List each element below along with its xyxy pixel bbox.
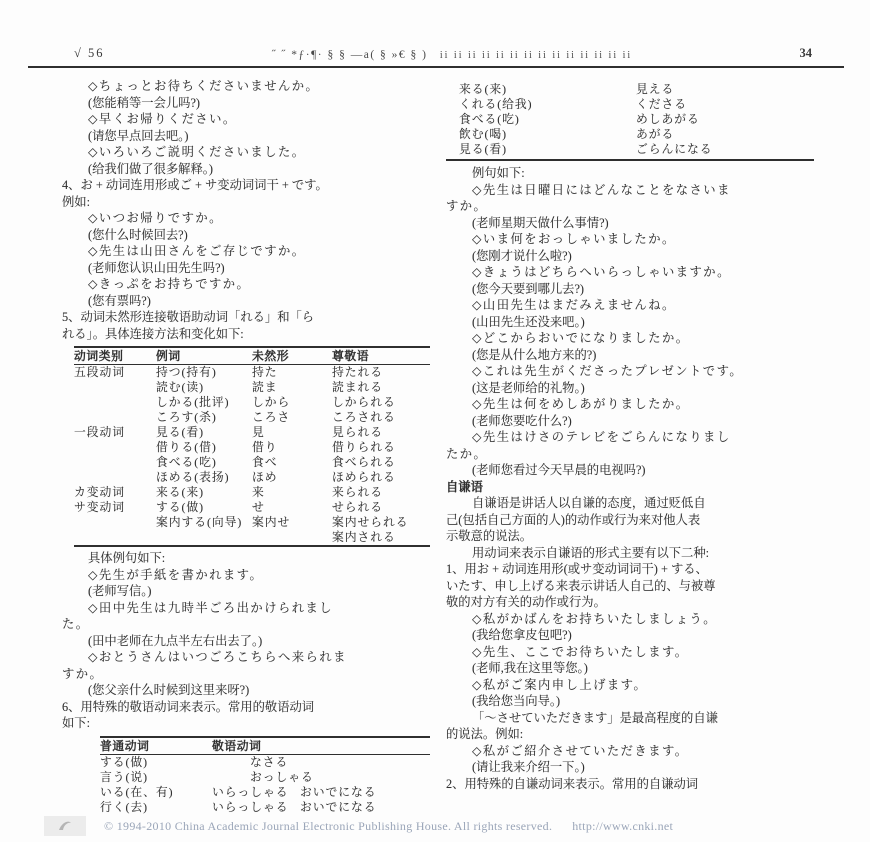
left-top-lines (62, 78, 432, 342)
table-row (100, 785, 430, 800)
table-row (74, 455, 430, 470)
table-cell: する(做) (156, 500, 204, 514)
text-line: ◇いろいろご説明くださいました。 (88, 145, 306, 159)
text-line: (田中老师在九点半左右出去了。) (88, 633, 263, 648)
table-cell: 案内せられる (332, 515, 409, 529)
text-line: ◇私がご案内申し上げます。 (472, 677, 648, 692)
text-line: ◇先生はけさのテレビをごらんになりまし (472, 430, 731, 444)
text-line: (您什么时候回去?) (88, 227, 188, 242)
text-line: (您是从什么地方来的?) (472, 347, 597, 362)
text-line: (请让我来介绍一下。) (472, 760, 585, 774)
table-row (74, 530, 430, 546)
table-row (74, 470, 430, 485)
text-line: 示敬意的说法。 (446, 529, 533, 543)
table-cell (74, 470, 156, 485)
table-cell: 五段动词 (74, 365, 125, 379)
table-cell: いらっしゃる (212, 799, 289, 814)
table-cell: おっしゃる (250, 769, 314, 784)
text-line: (您父亲什么时候到这里来呀?) (88, 683, 250, 697)
table-cell: 飲む(喝) (459, 127, 507, 141)
table-row (74, 380, 430, 395)
text-line: (这是老师给的礼物。) (472, 380, 585, 395)
sonkeigo-conjugation-table-container (62, 346, 432, 547)
column-header: 未然形 (252, 347, 332, 365)
header-tick-marks: ii ii ii ii ii ii ii ii ii ii ii ii ii ii (439, 50, 633, 61)
text-line: 敬的对方有关的动作或行为。 (446, 595, 606, 609)
text-line: (山田先生还没来吧。) (472, 314, 585, 329)
text-line: ◇いま何をおっしゃいましたか。 (472, 232, 676, 246)
table-cell: 見られる (332, 425, 383, 439)
table-cell: ころす(杀) (156, 410, 217, 424)
left-column (62, 78, 432, 818)
table-row (74, 515, 430, 530)
header-folio-left: √ 56 (74, 46, 105, 60)
text-line: ◇きっぷをお持ちですか。 (88, 277, 251, 291)
table-cell (74, 395, 156, 410)
table-cell (156, 530, 252, 546)
footer-copyright: © 1994-2010 China Academic Journal Electronic Publishing House. All rights reserved. (104, 818, 553, 833)
table-row (100, 800, 430, 815)
table-cell: 来る(来) (459, 82, 507, 96)
text-line: ◇先生は何をめしあがりましたか。 (472, 397, 690, 411)
text-line: (您刚才说什么啦?) (472, 248, 572, 263)
table-cell (74, 455, 156, 470)
table-row (446, 82, 814, 97)
table-cell: 読ま (252, 380, 278, 394)
table-row (100, 754, 430, 770)
table-cell: なさる (250, 754, 289, 769)
text-line: 2、用特殊的自谦动词来表示。常用的自谦动词 (446, 776, 699, 791)
table-row (74, 395, 430, 410)
column-header: 例词 (156, 347, 252, 365)
text-line: ◇私がご紹介させていただきます。 (472, 743, 689, 758)
text-line: た。 (62, 617, 90, 631)
text-line: すか。 (446, 199, 488, 213)
column-header: 尊敬语 (332, 347, 430, 365)
table-cell: する(做) (100, 754, 148, 769)
text-line: 4、お + 动词连用形或ご + サ变动词词干 + です。 (62, 178, 328, 192)
table-cell (300, 754, 430, 770)
text-line: 1、用お + 动词连用形(或サ变动词词干) + する、 (446, 562, 708, 576)
cnki-logo-icon (44, 816, 86, 836)
table-cell: しかられる (332, 395, 396, 409)
text-line: ◇きょうはどちらへいらっしゃいますか。 (472, 265, 731, 279)
t3-table (446, 82, 814, 161)
text-line: ◇先生、ここでお待ちいたします。 (472, 644, 689, 659)
table-cell: せられる (332, 500, 383, 514)
text-line: (老师您要吃什么?) (472, 413, 572, 428)
text-line: (我给您当向导。) (472, 694, 561, 708)
table-cell: しから (252, 395, 291, 409)
text-line: ◇早くお帰りください。 (88, 112, 237, 126)
table-cell: いらっしゃる (212, 784, 289, 799)
text-line: いたす、申し上げる来表示讲话人自己的、与被尊 (446, 578, 716, 593)
text-line: 如下: (62, 716, 91, 730)
page-header (28, 46, 844, 68)
table-row (446, 142, 814, 160)
table-cell: 食べる(吃) (459, 112, 520, 126)
table-cell: ころさ (252, 410, 291, 424)
text-line: (给我们做了很多解释。) (88, 161, 214, 176)
table-row (74, 410, 430, 425)
text-line: 自谦语是讲话人以自谦的态度，通过贬低自 (472, 496, 706, 510)
text-line: (您能稍等一会儿吗?) (88, 95, 201, 110)
text-line: (老师您看过今天早晨的电视吗?) (472, 463, 646, 477)
table-cell (300, 770, 430, 785)
table-cell: めしあがる (636, 112, 700, 126)
table-header-row (74, 347, 430, 365)
table-cell: ごらんになる (636, 142, 814, 160)
table-cell: 行く(去) (100, 799, 148, 814)
table-cell: 見 (252, 425, 265, 439)
table-cell (252, 530, 332, 546)
text-line: (老师,我在这里等您。) (472, 661, 588, 675)
keigo-verbs-table-continuation-container (446, 82, 816, 161)
text-line: 的说法。例如: (446, 727, 524, 741)
header-garbled-title (105, 49, 800, 61)
text-line: (您今天要到哪儿去?) (472, 281, 585, 296)
keigo-verbs-table-container (62, 736, 432, 815)
text-line: (我给您拿皮包吧?) (472, 628, 572, 642)
table-cell: 持たれる (332, 365, 383, 379)
text-line: 6、用特殊的敬语动词来表示。常用的敬语动词 (62, 699, 315, 714)
text-line: ◇おとうさんはいつごろこちらへ来られま (88, 650, 347, 664)
text-line: 用动词来表示自谦语的形式主要有以下二种: (472, 545, 710, 560)
text-line: ◇先生は山田さんをご存じですか。 (88, 244, 306, 258)
table-cell: ほめられる (332, 470, 396, 484)
text-line: 自谦语 (446, 479, 483, 494)
right-column (446, 78, 816, 818)
text-line: (老师星期天做什么事情?) (472, 215, 609, 230)
table-cell: サ变动词 (74, 500, 125, 514)
table-cell: おいでになる (300, 799, 377, 814)
table-cell: 来る(来) (156, 485, 204, 499)
table-cell (74, 380, 156, 395)
t1-table (74, 346, 430, 547)
table-cell (74, 410, 156, 425)
table-cell: 借り (252, 440, 278, 454)
table-cell: 来 (252, 485, 265, 499)
text-line: (老师您认识山田先生吗?) (88, 260, 225, 275)
table-cell (74, 515, 156, 530)
table-cell: 一段动词 (74, 425, 125, 439)
table-cell: いる(在、有) (100, 784, 174, 799)
table-cell: 来られる (332, 485, 383, 499)
text-line: ◇ちょっとお待ちくださいませんか。 (88, 79, 320, 93)
t2-table (100, 736, 430, 815)
text-line: すか。 (62, 666, 104, 681)
table-cell: くれる(给我) (459, 97, 533, 111)
table-cell: 食べる(吃) (156, 455, 217, 469)
table-cell: 案内する(向导) (156, 515, 243, 529)
table-cell: せ (252, 500, 265, 514)
text-line: (请您早点回去吧。) (88, 128, 189, 143)
table-header-row (100, 737, 430, 755)
text-line: (老师写信。) (88, 584, 152, 598)
table-cell: あがる (636, 127, 675, 141)
table-cell: おいでになる (300, 784, 377, 799)
table-cell: 食べられる (332, 455, 396, 469)
text-line: ◇どこからおいでになりましたか。 (472, 331, 690, 345)
column-header: 动词类别 (74, 347, 156, 365)
footer-url: http://www.cnki.net (572, 818, 674, 833)
text-line: ◇いつお帰りですか。 (88, 211, 223, 225)
table-cell: ころされる (332, 410, 396, 424)
text-line: ◇これは先生がくださったプレゼントです。 (472, 364, 744, 378)
text-line: ◇先生が手紙を書かれます。 (88, 567, 264, 582)
text-line: 例句如下: (472, 166, 525, 180)
table-cell: 見る(看) (156, 425, 204, 439)
table-cell (74, 530, 156, 546)
table-row (74, 365, 430, 381)
text-line: 例如: (62, 194, 91, 209)
table-row (74, 485, 430, 500)
header-page-number: 34 (799, 46, 812, 60)
table-row (446, 112, 814, 127)
table-cell: 読まれる (332, 380, 383, 394)
right-lines (446, 165, 816, 792)
table-cell (74, 440, 156, 455)
text-line: ◇私がかばんをお持ちいたしましょう。 (472, 611, 718, 626)
table-row (74, 425, 430, 440)
text-line: ◇山田先生はまだみえませんね。 (472, 298, 676, 312)
text-line: ◇田中先生は九時半ごろ出かけられまし (88, 600, 334, 615)
text-line: 己(包括自己方面的人)的动作或行为来对他人表 (446, 512, 701, 527)
table-row (74, 500, 430, 515)
table-cell: 言う(说) (100, 769, 148, 784)
text-line: 5、动词未然形连接敬语助动词「れる」和「ら (62, 310, 315, 324)
two-column-body (62, 78, 816, 818)
table-row (446, 127, 814, 142)
table-cell: 持つ(持有) (156, 365, 217, 379)
table-cell: 見える (636, 82, 675, 96)
table-cell: しかる(批评) (156, 395, 230, 409)
table-cell: 案内せ (252, 515, 291, 529)
table-cell: 食べ (252, 455, 278, 469)
text-line: 具体例句如下: (88, 551, 166, 565)
left-mid-lines (62, 550, 432, 732)
table-cell: 見る(看) (446, 142, 636, 160)
table-cell: 借りられる (332, 440, 396, 454)
table-cell: ほめ (252, 470, 278, 484)
table-cell: ほめる(表扬) (156, 470, 230, 484)
text-line: 「〜させていただきます」是最高程度的自谦 (472, 710, 718, 725)
text-line: れる」。具体连接方法和变化如下: (62, 326, 244, 341)
table-cell: 読む(读) (156, 380, 204, 394)
table-cell: 借りる(借) (156, 440, 217, 454)
table-cell: くださる (636, 97, 687, 111)
swoosh-icon (56, 819, 74, 833)
table-row (100, 770, 430, 785)
page-footer (44, 816, 673, 836)
text-line: ◇先生は日曜日にはどんなことをなさいま (472, 182, 731, 197)
table-cell: カ变动词 (74, 485, 125, 499)
header-garbled-text: ˝ ˝ *ƒ·¶· § § —a( § »€ § ) (271, 49, 428, 61)
column-header: 敬语动词 (212, 737, 430, 755)
table-cell: 持た (252, 365, 278, 379)
table-cell: 案内される (332, 530, 430, 546)
text-line: (您有票吗?) (88, 293, 151, 308)
table-row (74, 440, 430, 455)
column-header: 普通动词 (100, 737, 212, 755)
table-row (446, 97, 814, 112)
text-line: たか。 (446, 446, 488, 461)
